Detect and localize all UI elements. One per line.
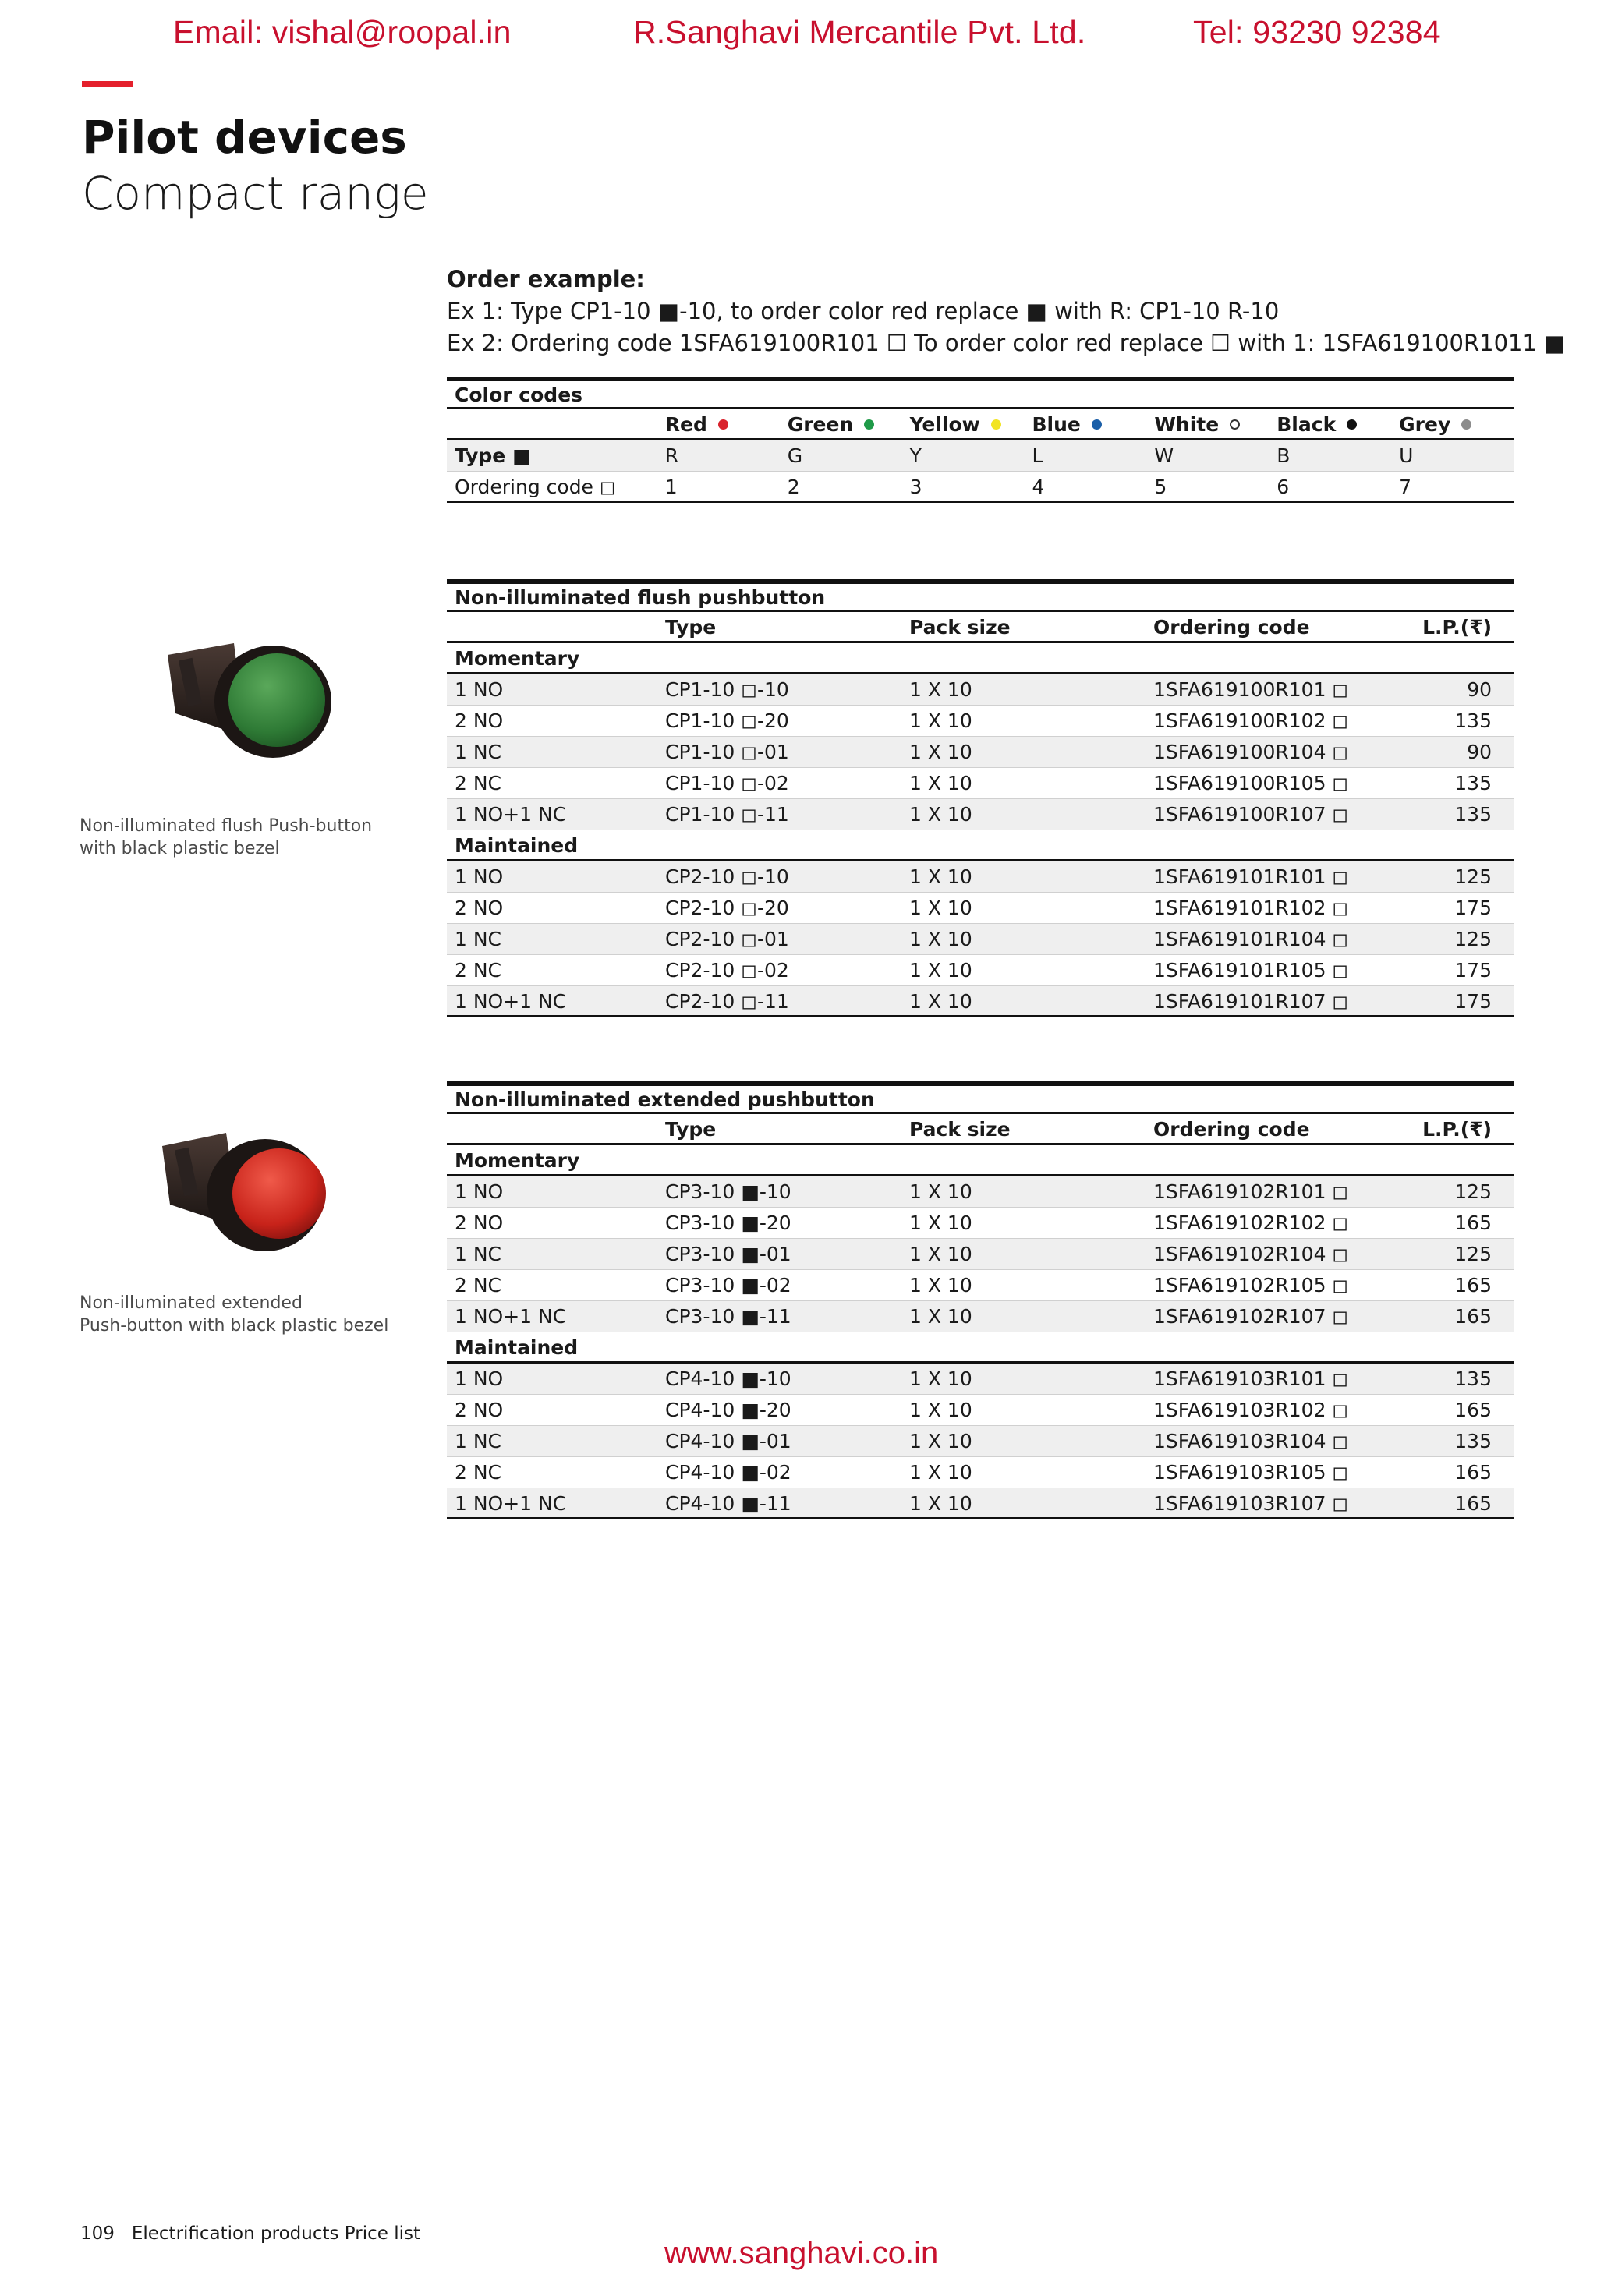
ordering-digit: 4 <box>1032 476 1045 498</box>
color-codes-header-row <box>447 409 1514 440</box>
ordering-code: 1SFA619102R101 ◻ <box>1153 1180 1349 1203</box>
header-tel: Tel: 93230 92384 <box>1193 14 1441 50</box>
ordering-digit: 7 <box>1399 476 1412 498</box>
document-name: Electrification products Price list <box>131 2223 420 2244</box>
table-row <box>447 768 1514 799</box>
table-row <box>447 893 1514 924</box>
header-email: Email: vishal@roopal.in <box>173 14 512 50</box>
group-label: Momentary <box>455 647 580 670</box>
contact-config: 1 NC <box>455 1243 502 1265</box>
title-accent-bar <box>82 81 133 87</box>
ordering-code: 1SFA619100R104 ◻ <box>1153 741 1349 763</box>
table-title: Non-illuminated extended pushbutton <box>447 1081 1514 1114</box>
ordering-code: 1SFA619102R107 ◻ <box>1153 1305 1349 1328</box>
color-dot-icon <box>1092 419 1102 430</box>
type-code: CP2-10 ◻-10 <box>665 865 789 888</box>
contact-config: 1 NC <box>455 741 502 763</box>
header-empty <box>447 1114 657 1143</box>
list-price: 135 <box>1454 1367 1492 1390</box>
table-row <box>447 1270 1514 1301</box>
color-name-label: Black <box>1277 413 1337 436</box>
group-label: Maintained <box>455 1336 579 1359</box>
flush-caption <box>80 815 372 860</box>
contact-config: 2 NC <box>455 1461 502 1484</box>
pack-size: 1 X 10 <box>909 1180 972 1203</box>
table-row <box>447 799 1514 830</box>
color-name-0 <box>657 409 780 438</box>
color-dot-icon <box>718 419 728 430</box>
table-row <box>447 1176 1514 1208</box>
header-list-price: L.P.(₹) <box>1422 1118 1492 1141</box>
color-codes-table <box>447 377 1514 503</box>
ordering-code-label: Ordering code ◻ <box>455 476 616 498</box>
ordering-code: 1SFA619101R107 ◻ <box>1153 990 1349 1013</box>
list-price: 165 <box>1454 1461 1492 1484</box>
type-letter: W <box>1154 444 1174 467</box>
type-code: CP1-10 ◻-01 <box>665 741 789 763</box>
flush-caption-line-2: with black plastic bezel <box>80 839 280 858</box>
ordering-code: 1SFA619103R104 ◻ <box>1153 1430 1349 1452</box>
color-codes-header-empty <box>447 409 657 438</box>
contact-config: 1 NO+1 NC <box>455 1305 567 1328</box>
color-dot-icon <box>864 419 874 430</box>
group-row-momentary <box>447 1145 1514 1176</box>
contact-config: 1 NC <box>455 1430 502 1452</box>
color-codes-code-row <box>447 472 1514 503</box>
table-row <box>447 1457 1514 1488</box>
list-price: 135 <box>1454 709 1492 732</box>
table-row <box>447 737 1514 768</box>
pack-size: 1 X 10 <box>909 741 972 763</box>
color-dot-icon <box>991 419 1001 430</box>
list-price: 125 <box>1454 1180 1492 1203</box>
list-price: 135 <box>1454 803 1492 826</box>
group-label: Momentary <box>455 1149 580 1172</box>
type-letter: L <box>1032 444 1043 467</box>
pack-size: 1 X 10 <box>909 709 972 732</box>
list-price: 175 <box>1454 959 1492 982</box>
extended-caption-line-1: Non-illuminated extended <box>80 1293 303 1313</box>
type-code: CP1-10 ◻-20 <box>665 709 789 732</box>
ordering-code: 1SFA619103R107 ◻ <box>1153 1492 1349 1515</box>
contact-config: 1 NO+1 NC <box>455 1492 567 1515</box>
page-title: Pilot devices <box>82 111 407 164</box>
header-ordering-code: Ordering code <box>1153 1118 1310 1141</box>
type-code: CP3-10 ■-01 <box>665 1243 791 1265</box>
table-row <box>447 1395 1514 1426</box>
footer-website: www.sanghavi.co.in <box>664 2236 939 2270</box>
ordering-digit: 3 <box>909 476 922 498</box>
contact-config: 1 NO <box>455 1180 504 1203</box>
type-code: CP4-10 ■-11 <box>665 1492 791 1515</box>
list-price: 135 <box>1454 772 1492 794</box>
order-example-heading: Order example: <box>447 266 645 292</box>
group-row-maintained <box>447 1332 1514 1364</box>
type-code: CP4-10 ■-10 <box>665 1367 791 1390</box>
table-row <box>447 1364 1514 1395</box>
type-code: CP2-10 ◻-01 <box>665 928 789 950</box>
type-label: Type ■ <box>455 444 531 467</box>
pack-size: 1 X 10 <box>909 928 972 950</box>
ordering-digit: 2 <box>787 476 800 498</box>
table-title: Non-illuminated flush pushbutton <box>447 579 1514 612</box>
table-row <box>447 955 1514 986</box>
contact-config: 2 NO <box>455 1399 504 1421</box>
header-type: Type <box>665 616 717 639</box>
list-price: 165 <box>1454 1492 1492 1515</box>
pack-size: 1 X 10 <box>909 1430 972 1452</box>
type-code: CP1-10 ◻-10 <box>665 678 789 701</box>
page-number: 109 <box>80 2223 115 2244</box>
type-code: CP4-10 ■-01 <box>665 1430 791 1452</box>
ordering-code: 1SFA619100R102 ◻ <box>1153 709 1349 732</box>
color-name-label: White <box>1154 413 1220 436</box>
type-code: CP4-10 ■-20 <box>665 1399 791 1421</box>
contact-config: 1 NO <box>455 865 504 888</box>
color-name-label: Blue <box>1032 413 1081 436</box>
ordering-code: 1SFA619103R105 ◻ <box>1153 1461 1349 1484</box>
ordering-code: 1SFA619101R105 ◻ <box>1153 959 1349 982</box>
ordering-code: 1SFA619101R104 ◻ <box>1153 928 1349 950</box>
order-example-2: Ex 2: Ordering code 1SFA619100R101 ☐ To order color red replace ☐ with 1: 1SFA619100R1011 ■ <box>447 330 1566 356</box>
footer-page-info <box>80 2223 420 2244</box>
pack-size: 1 X 10 <box>909 803 972 826</box>
type-code: CP4-10 ■-02 <box>665 1461 791 1484</box>
color-name-6 <box>1391 409 1514 438</box>
group-row-momentary <box>447 643 1514 674</box>
ordering-digit: 6 <box>1277 476 1290 498</box>
table-header-row <box>447 612 1514 643</box>
header-ordering-code: Ordering code <box>1153 616 1310 639</box>
contact-config: 2 NC <box>455 959 502 982</box>
list-price: 90 <box>1467 678 1492 701</box>
pack-size: 1 X 10 <box>909 1399 972 1421</box>
type-code: CP3-10 ■-02 <box>665 1274 791 1297</box>
ordering-code: 1SFA619103R101 ◻ <box>1153 1367 1349 1390</box>
color-name-3 <box>1024 409 1146 438</box>
list-price: 165 <box>1454 1399 1492 1421</box>
contact-config: 2 NO <box>455 1212 504 1234</box>
group-row-maintained <box>447 830 1514 861</box>
type-letter: B <box>1277 444 1291 467</box>
pack-size: 1 X 10 <box>909 1274 972 1297</box>
pack-size: 1 X 10 <box>909 990 972 1013</box>
order-example <box>447 264 1566 359</box>
type-code: CP2-10 ◻-20 <box>665 897 789 919</box>
table-row <box>447 1488 1514 1519</box>
extended-pushbutton-image <box>148 1111 343 1263</box>
header-type: Type <box>665 1118 717 1141</box>
color-name-1 <box>780 409 902 438</box>
table-row <box>447 1426 1514 1457</box>
table-row <box>447 1301 1514 1332</box>
type-code: CP3-10 ■-10 <box>665 1180 791 1203</box>
list-price: 165 <box>1454 1274 1492 1297</box>
pack-size: 1 X 10 <box>909 959 972 982</box>
flush-pushbutton-image <box>152 620 343 768</box>
type-code: CP2-10 ◻-02 <box>665 959 789 982</box>
contact-config: 2 NC <box>455 772 502 794</box>
color-name-label: Yellow <box>909 413 980 436</box>
table-header-row <box>447 1114 1514 1145</box>
table-row <box>447 924 1514 955</box>
contact-config: 1 NO+1 NC <box>455 803 567 826</box>
list-price: 125 <box>1454 865 1492 888</box>
ordering-code: 1SFA619100R107 ◻ <box>1153 803 1349 826</box>
color-dot-icon <box>1461 419 1471 430</box>
ordering-code: 1SFA619101R102 ◻ <box>1153 897 1349 919</box>
color-dot-icon <box>1347 419 1357 430</box>
flush-caption-line-1: Non-illuminated flush Push-button <box>80 816 373 836</box>
type-letter: G <box>787 444 803 467</box>
pack-size: 1 X 10 <box>909 772 972 794</box>
header-pack-size: Pack size <box>909 616 1011 639</box>
header-empty <box>447 612 657 641</box>
type-code: CP1-10 ◻-11 <box>665 803 789 826</box>
list-price: 165 <box>1454 1305 1492 1328</box>
list-price: 165 <box>1454 1212 1492 1234</box>
color-name-label: Red <box>664 413 707 436</box>
contact-config: 1 NO <box>455 1367 504 1390</box>
contact-config: 1 NO <box>455 678 504 701</box>
type-code: CP3-10 ■-20 <box>665 1212 791 1234</box>
header-company: R.Sanghavi Mercantile Pvt. Ltd. <box>633 14 1086 50</box>
ordering-code: 1SFA619102R102 ◻ <box>1153 1212 1349 1234</box>
list-price: 125 <box>1454 928 1492 950</box>
color-name-label: Green <box>787 413 854 436</box>
contact-config: 2 NO <box>455 897 504 919</box>
list-price: 135 <box>1454 1430 1492 1452</box>
color-codes-title: Color codes <box>447 377 1514 409</box>
extended-caption-line-2: Push-button with black plastic bezel <box>80 1316 389 1336</box>
ordering-code: 1SFA619103R102 ◻ <box>1153 1399 1349 1421</box>
color-dot-icon <box>1230 419 1240 430</box>
pack-size: 1 X 10 <box>909 1367 972 1390</box>
list-price: 90 <box>1467 741 1492 763</box>
color-codes-type-row <box>447 440 1514 472</box>
pack-size: 1 X 10 <box>909 1461 972 1484</box>
ordering-code: 1SFA619100R101 ◻ <box>1153 678 1349 701</box>
type-code: CP2-10 ◻-11 <box>665 990 789 1013</box>
list-price: 125 <box>1454 1243 1492 1265</box>
type-code: CP1-10 ◻-02 <box>665 772 789 794</box>
type-letter: R <box>664 444 679 467</box>
group-label: Maintained <box>455 834 579 857</box>
ordering-code: 1SFA619100R105 ◻ <box>1153 772 1349 794</box>
table-row <box>447 986 1514 1017</box>
color-name-4 <box>1146 409 1269 438</box>
table-row <box>447 1208 1514 1239</box>
ordering-code: 1SFA619102R104 ◻ <box>1153 1243 1349 1265</box>
table-row <box>447 861 1514 893</box>
contact-config: 1 NO+1 NC <box>455 990 567 1013</box>
ordering-code: 1SFA619102R105 ◻ <box>1153 1274 1349 1297</box>
page-subtitle: Compact range <box>82 167 429 220</box>
color-name-5 <box>1269 409 1391 438</box>
pack-size: 1 X 10 <box>909 1305 972 1328</box>
pack-size: 1 X 10 <box>909 897 972 919</box>
table-row <box>447 674 1514 706</box>
extended-caption <box>80 1292 388 1337</box>
color-name-2 <box>902 409 1025 438</box>
pack-size: 1 X 10 <box>909 865 972 888</box>
contact-config: 2 NC <box>455 1274 502 1297</box>
type-code: CP3-10 ■-11 <box>665 1305 791 1328</box>
ordering-digit: 1 <box>664 476 678 498</box>
contact-config: 2 NO <box>455 709 504 732</box>
header-list-price: L.P.(₹) <box>1422 616 1492 639</box>
flush-pushbutton-table <box>447 579 1514 1017</box>
pack-size: 1 X 10 <box>909 1212 972 1234</box>
list-price: 175 <box>1454 897 1492 919</box>
type-letter: Y <box>909 444 922 467</box>
contact-config: 1 NC <box>455 928 502 950</box>
table-row <box>447 706 1514 737</box>
pack-size: 1 X 10 <box>909 1243 972 1265</box>
pack-size: 1 X 10 <box>909 1492 972 1515</box>
ordering-code: 1SFA619101R101 ◻ <box>1153 865 1349 888</box>
type-letter: U <box>1399 444 1414 467</box>
pack-size: 1 X 10 <box>909 678 972 701</box>
color-name-label: Grey <box>1399 413 1451 436</box>
order-example-1: Ex 1: Type CP1-10 ■-10, to order color red replace ■ with R: CP1-10 R-10 <box>447 298 1280 324</box>
list-price: 175 <box>1454 990 1492 1013</box>
table-row <box>447 1239 1514 1270</box>
ordering-digit: 5 <box>1154 476 1167 498</box>
header-pack-size: Pack size <box>909 1118 1011 1141</box>
extended-pushbutton-table <box>447 1081 1514 1519</box>
